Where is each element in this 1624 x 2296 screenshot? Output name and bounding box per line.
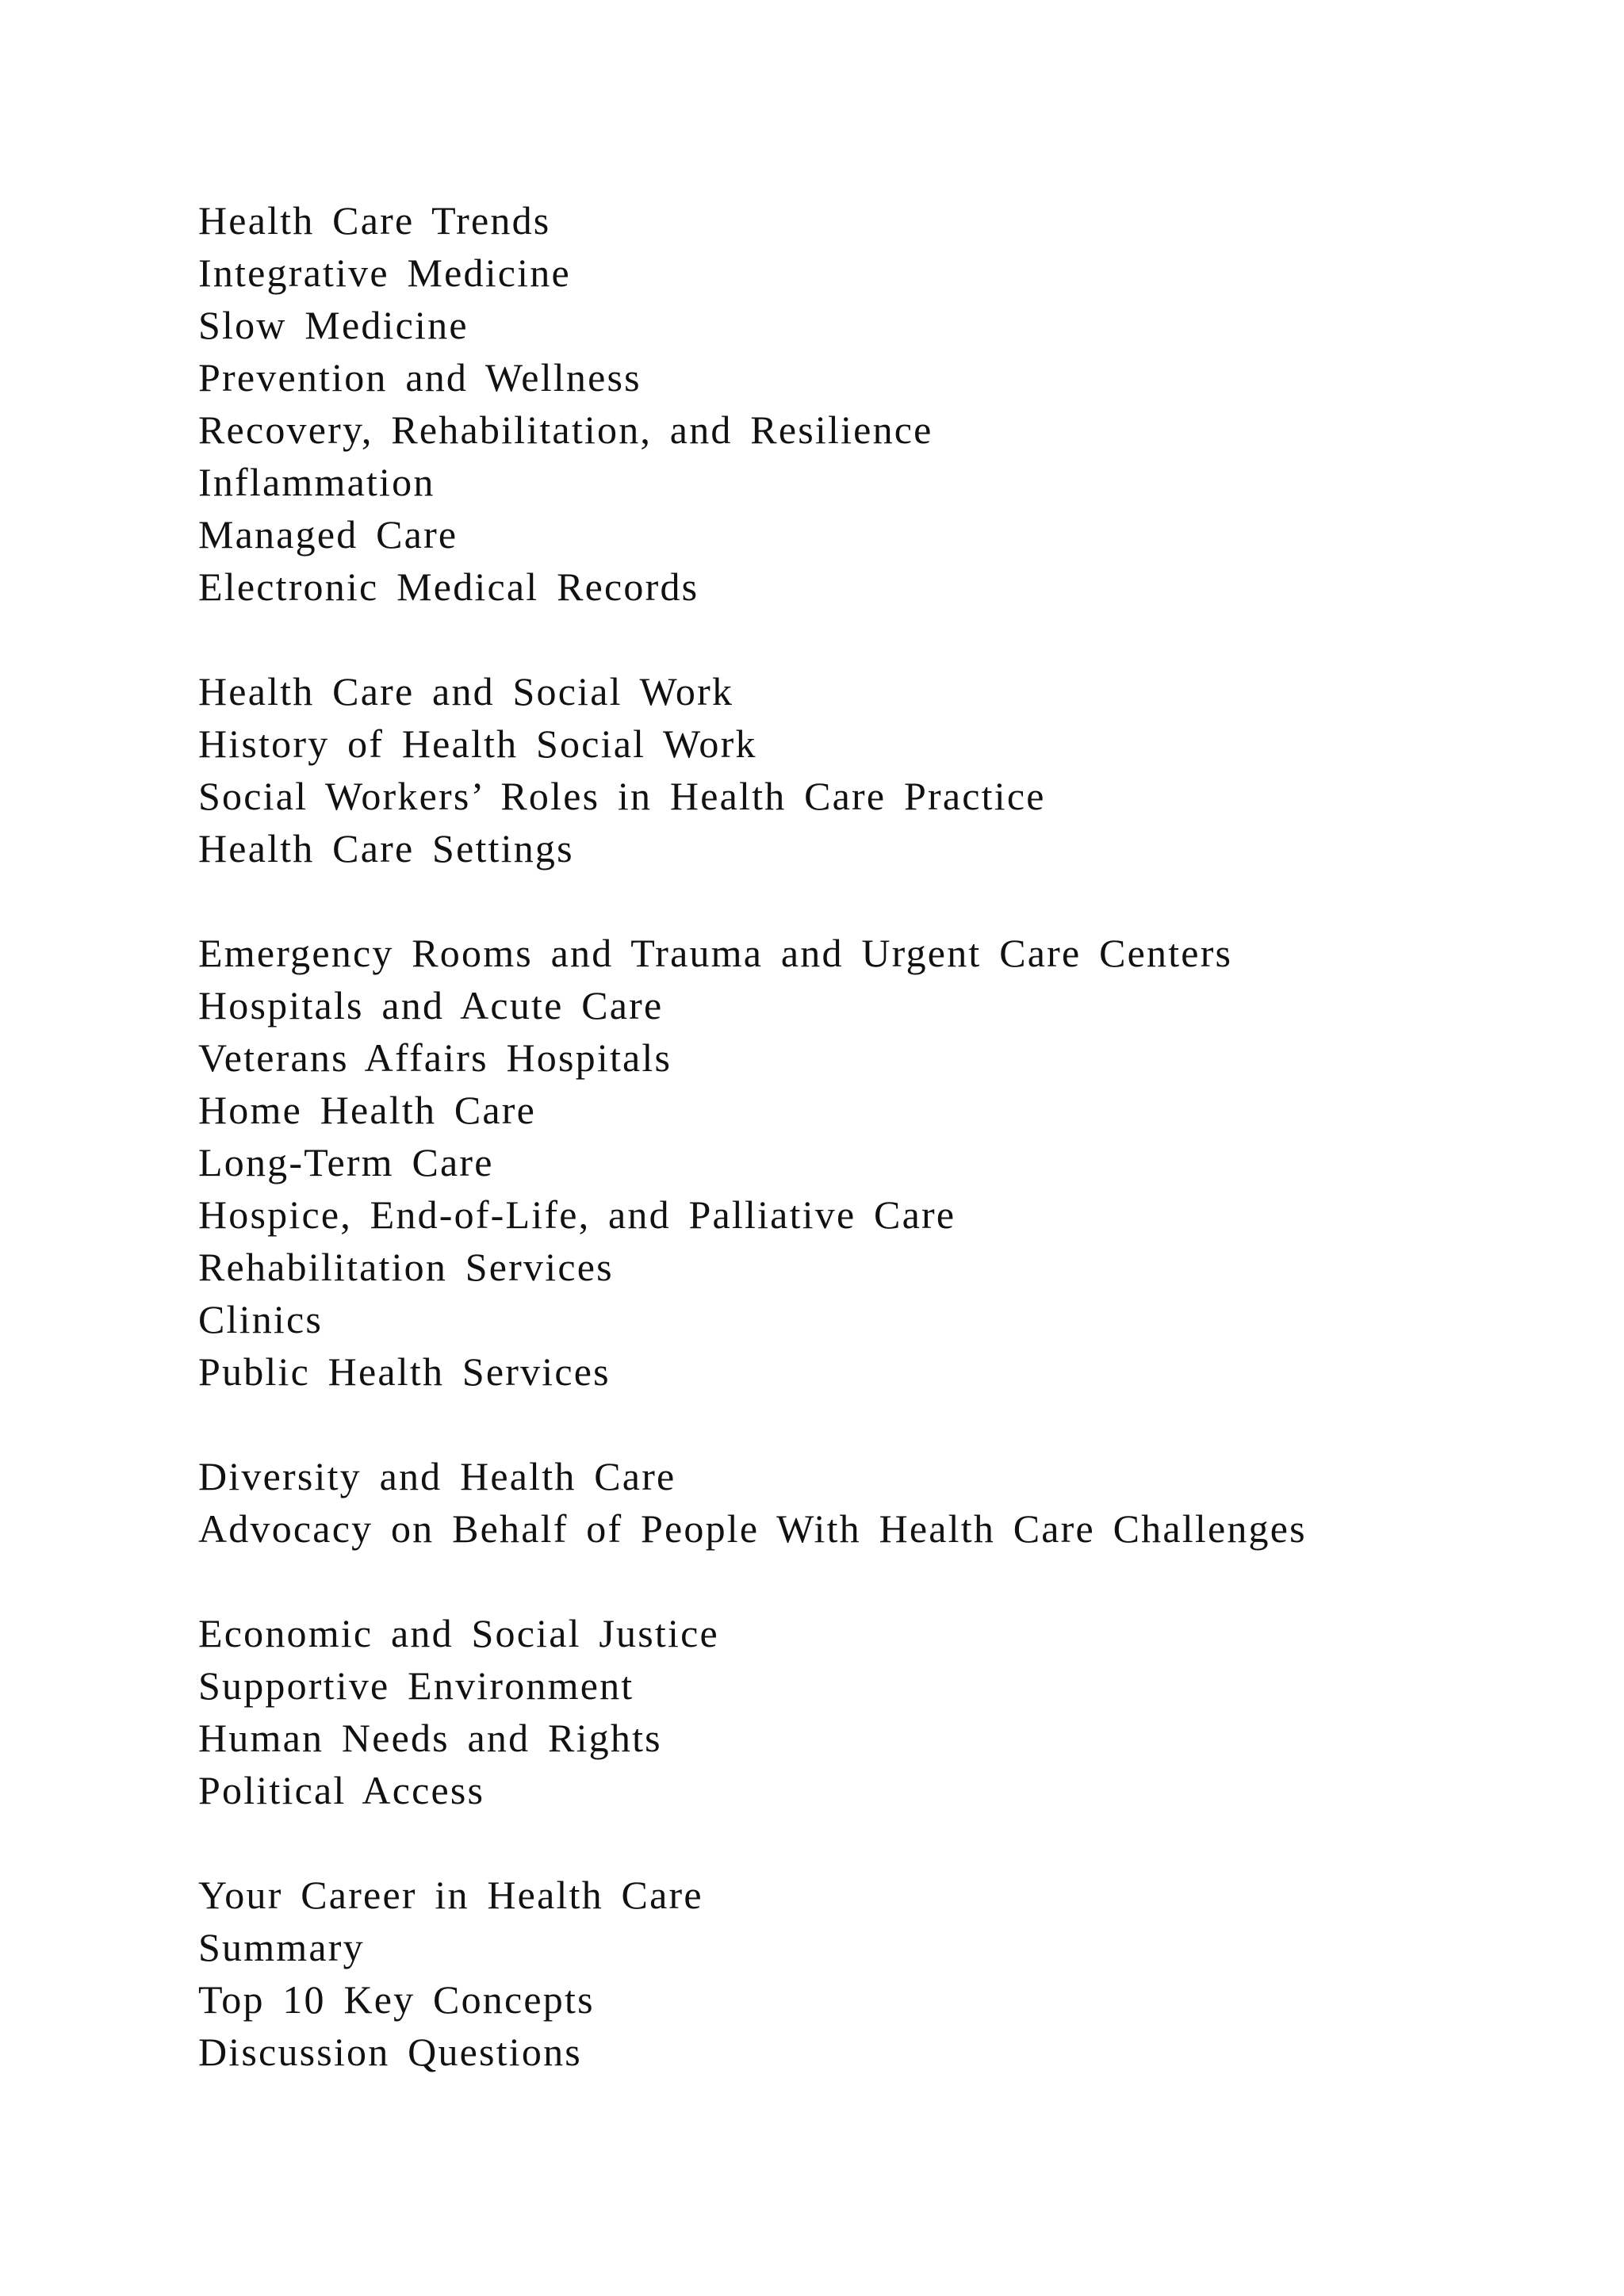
outline-line: Integrative Medicine [198,251,571,295]
outline-line: Diversity and Health Care [198,1454,676,1498]
outline-line: Hospice, End-of-Life, and Palliative Care [198,1192,956,1237]
outline-line: Economic and Social Justice [198,1611,719,1655]
outline-line: Your Career in Health Care [198,1873,703,1917]
outline-line: Slow Medicine [198,303,469,347]
outline-group-diversity [198,1450,1546,1555]
outline-line: Discussion Questions [198,2030,582,2074]
outline-line: Public Health Services [198,1349,611,1394]
outline-group-career [198,1869,1546,2078]
outline-line: Veterans Affairs Hospitals [198,1035,672,1080]
outline-line: Health Care and Social Work [198,669,734,714]
outline-line: Home Health Care [198,1088,537,1132]
outline-line: Human Needs and Rights [198,1716,662,1760]
outline-line: Recovery, Rehabilitation, and Resilience [198,408,933,452]
outline-line: Rehabilitation Services [198,1245,614,1289]
outline-line: Hospitals and Acute Care [198,983,664,1027]
outline-line: Top 10 Key Concepts [198,1977,595,2022]
outline-line: Health Care Trends [198,198,551,243]
outline-line: Political Access [198,1768,485,1812]
outline-list [198,194,1546,2130]
outline-line: History of Health Social Work [198,721,757,766]
outline-line: Long-Term Care [198,1140,494,1184]
outline-group-justice [198,1607,1546,1816]
outline-line: Summary [198,1925,365,1969]
outline-line: Emergency Rooms and Trauma and Urgent Care Centers [198,931,1233,975]
outline-line: Advocacy on Behalf of People With Health Care Challenges [198,1506,1307,1551]
outline-line: Clinics [198,1297,324,1341]
outline-line: Social Workers’ Roles in Health Care Practice [198,774,1046,818]
outline-line: Inflammation [198,460,435,504]
outline-line: Health Care Settings [198,826,574,871]
outline-group-health-care-trends [198,194,1546,613]
outline-line: Prevention and Wellness [198,355,642,400]
outline-line: Electronic Medical Records [198,564,699,609]
outline-group-social-work [198,665,1546,874]
outline-line: Supportive Environment [198,1663,634,1708]
outline-line: Managed Care [198,512,458,557]
outline-group-care-settings [198,927,1546,1398]
